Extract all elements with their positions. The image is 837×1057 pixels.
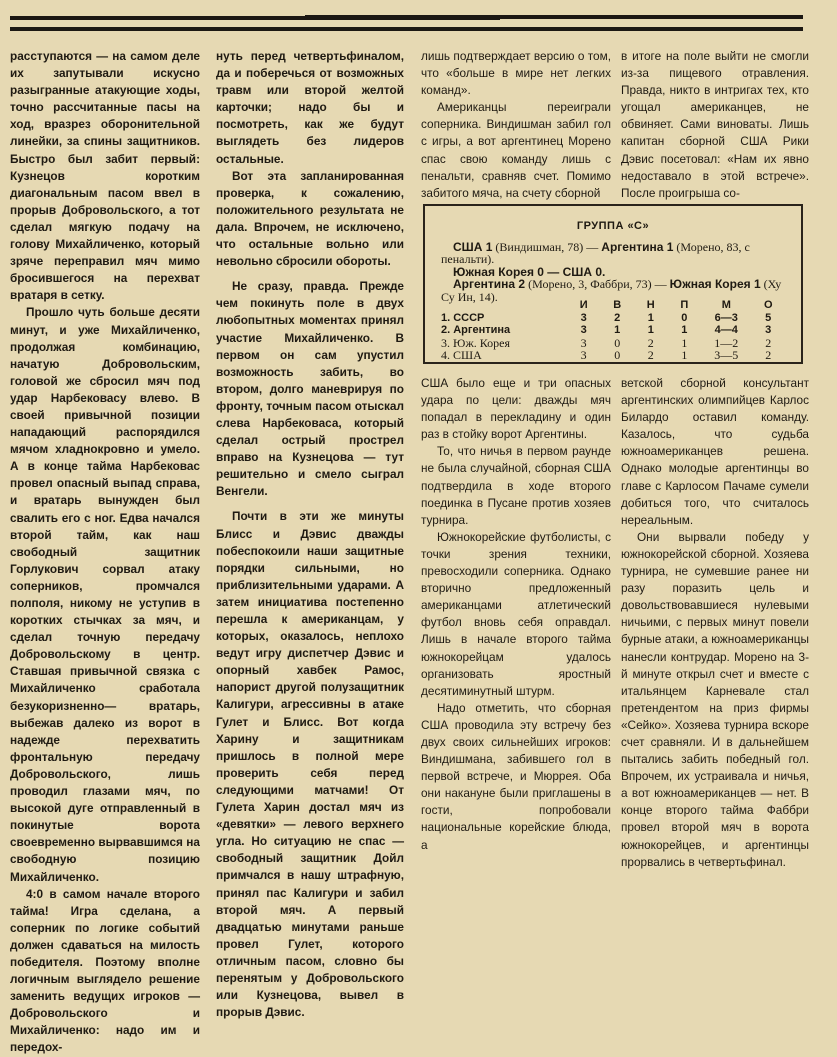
match-team: Аргентина 2 [453,277,526,291]
cell: 2 [614,311,621,324]
match-team: Аргентина 1 [601,239,674,254]
cell: 3 [580,348,587,362]
group-c-results-box [423,204,803,364]
article-column-4-bottom [621,375,809,871]
cell: 3 [580,311,587,324]
group-title: ГРУППА «С» [576,220,650,232]
cell: 0 [614,335,621,350]
match-team: Южная Корея 0 — США 0. [453,264,606,279]
cell: 2 [765,348,772,362]
paragraph: Южнокорейские футболисты, с точки зрения техники, превосходили соперника. Однако вторично предложенный американцами атлетический футбол вновь себя оправдал. Лишь в начале второго тайма южнокорейцам удалось организовать яростный десятиминутный штурм. [421,529,611,698]
paragraph: Вот эта запланированная проверка, к сожалению, положительного результата не дала. Впрочем, не исключено, что остальные вольно или невольно сбросили обороты. [216,168,404,269]
header-cell: В [613,299,622,311]
standings-header [441,299,785,312]
cell: 3 [580,324,587,336]
cell: 3—5 [714,348,739,362]
paragraph: ветской сборной консультант аргентинских олимпийцев Карлос Билардо оставил команду. Казалось, что судьба южноамериканцев решена. Однако молодые аргентинцы во главе с Карлосом Пачаме сумели добиться того, что считалось нереальным. [621,376,809,527]
article-column-2 [216,48,404,1021]
article-column-3-bottom [421,375,611,854]
cell: 2 [647,335,654,350]
match-detail: (Морено, 83, с пенальти). [441,239,750,266]
header-cell: Н [646,299,655,311]
match-results [441,241,785,304]
match-detail: (Морено, 3, Фаббри, 73) — [525,277,670,291]
cell: 6—3 [714,311,738,324]
cell: 3 [765,324,772,336]
table-row [441,349,785,362]
match-result [441,241,785,266]
paragraph: То, что ничья в первом раунде не была случайной, сборная США подтвердила в ходе второго поединка в Пусане против хозяев турнира. [421,444,611,527]
cell: 1 [681,324,688,336]
cell: 1 [647,324,654,336]
paragraph: лишь подтверждает версию о том, что «больше в мире нет легких команд». [421,49,611,98]
paragraph: в итоге на поле выйти не смогли из-за пищевого отравления. Правда, никто в интригах тех, кто угощал американцев, не обвиняет. Сами виноваты. Лишь капитан сборной США Рики Дэвис посетовал: «Нам их явно недоставало в этой встрече». После проигрыша со- [621,49,809,200]
header-cell: М [721,299,731,311]
paragraph: Они вырвали победу у южнокорейской сборной. Хозяева турнира, не сумевшие ранее ни разу поразить цель и довольствовавшиеся нулевыми ничьими, с первых минут повели бурные атаки, а южноамериканцы нанесли контрудар. Морено на 3-й минуте открыл счет и вместе с итальянцем Карневале стал претендентом на приз фирмы «Сейко». Хозяева турнира вскоре счет сравняли. И в дальнейшем пытались забить победный гол. Впрочем, их устраивала и ничья, а вот южноамериканцев — нет. В конце второго тайма Фаббри провел второй мяч в ворота южнокорейцев, и аргентинцы прорвались в четвертьфинал. [621,529,809,869]
cell: 5 [765,311,772,324]
cell: 1 [647,311,654,324]
team-name: 3. Юж. Корея [441,335,511,350]
article-column-1 [10,48,200,1057]
cell: 2 [647,348,654,362]
cell: 2 [765,335,772,350]
table-row [441,312,785,325]
cell: 0 [681,311,688,324]
cell: 1 [614,324,621,336]
team-name: 2. Аргентина [441,324,511,336]
paragraph: 4:0 в самом начале второго тайма! Игра сделана, а соперник по логике событий должен сдаваться на милость победителя. Поэтому вполне логичным выглядело решение заменить ведущих игроков — Добровольского и Михайличенко: надо им и передох- [10,886,200,1055]
match-team: Южная Корея 1 [669,277,761,291]
standings-table [441,299,785,362]
article-column-3-top [421,48,611,202]
match-team: США 1 [453,239,493,254]
paragraph: Американцы переиграли соперника. Виндишман забил гол с игры, а вот аргентинец Морено спас свою команду лишь с пенальти, сравняв счет. Помимо забитого мяча, на счету сборной [421,100,611,200]
paragraph: Надо отметить, что сборная США проводила эту встречу без двух своих сильнейших игроков: Виндишмана, забившего гол в первой встрече, и Мюррея. Оба они накануне были приглашены в гости, попробовали национальные корейские блюда, а [421,700,611,852]
team-name: 1. СССР [441,311,485,324]
article-column-4-top [621,48,809,202]
table-row [441,324,785,337]
paragraph: Почти в эти же минуты Блисс и Дэвис дважды побеспокоили наши защитные порядки сильными, но приблизительными ударами. А затем инициатива постепенно перешла к американцам, у которых, оказалось, неплохо ведут игру диспетчер Дэвис и опорный хавбек Рамос, напорист другой полузащитник Калигури, агрессивны в атаке Гулет и Блисс. Вот когда Харину и защитникам пришлось в полной мере проверить себя перед следующими матчами! От Гулета Харин достал мяч из «девятки» — левого верхнего угла. Но ситуацию не спас — свободный защитник Дойл примчался в нашу штрафную, принял пас Калигури и забил второй мяч. А первый двадцатью минутами раньше провел Гулет, которого отличным пасом, словно бы перенятым у Добровольского или Кузнецова, вывел в прорыв Дэвис. [216,509,404,1020]
top-rule-lower [10,27,803,31]
header-cell: О [763,299,773,311]
cell: 0 [614,348,621,362]
paragraph: Прошло чуть больше десяти минут, и уже Михайличенко, продолжая комбинацию, начатую Добровольским, головой же сбросил мяч под удар Нарбековасу влево. В своей привычной позиции нападающий распорядился мячом хладнокровно и умело. А в конце тайма Нарбековас провел опасный выпад справа, и вратарь вынужден был свалить его с ног. Едва начался второй тайм, как наш свободный защитник Горлукович сорвал атаку соперников, промчался полполя, никому не уступив в коротких стычках за мяч, и сделал точную передачу Добровольскому в центр. Ставшая привычной связка с Михайличенко сработала безукоризненно— вратарь, выбежав далеко из ворот в надежде перехватить фронтальную передачу Добровольского, лишь проводил глазами мяч, по высокой дуге отправленный в покинутые ворота своевременно вырвавшимся на свободную позицию Михайличенко. [10,305,200,884]
header-cell: И [579,299,588,311]
cell: 1—2 [714,335,739,350]
match-detail: (Виндишман, 78) — [492,239,602,254]
top-rule [305,15,803,19]
header-cell: П [680,299,689,311]
paragraph: Не сразу, правда. Прежде чем покинуть поле в двух любопытных моментах принял участие Михайличенко. В первом он сам упустил возможность забить, во втором, долго маневрируя по фронту, точным пасом отыскал слева Нарбековаса, который сделал острый прострел вправо на Кузнецова — тут решительно и смело сыграл Венгели. [216,279,404,499]
paragraph: расступаются — на самом деле их запутывали искусно разыгранные атакующие ходы, точно рассчитанные пасы на ход, вразрез оборонительной линейки, за спины защитников. Быстро был забит первый: Кузнецов коротким диагональным пасом ввел в прорыв Добровольского, а тот сделал мягкую подачу на голову Михайличенко, который зряче переправил мяч мимо бросившегося на перехват вратаря в сетку. [10,49,200,303]
cell: 1 [681,335,688,350]
match-detail: (Ху Су Ин, 14). [441,277,782,304]
cell: 4—4 [714,324,738,336]
paragraph: нуть перед четвертьфиналом, да и поберечься от возможных травм или второй желтой карточки; надо бы и посмотреть, как же будут выглядеть без лидеров остальные. [216,49,404,166]
cell: 3 [580,335,587,350]
cell: 1 [681,348,688,362]
paragraph: США было еще и три опасных удара по цели: дважды мяч попадал в перекладину и один раз в стойку ворот Аргентины. [421,376,611,442]
team-name: 4. США [441,348,482,362]
